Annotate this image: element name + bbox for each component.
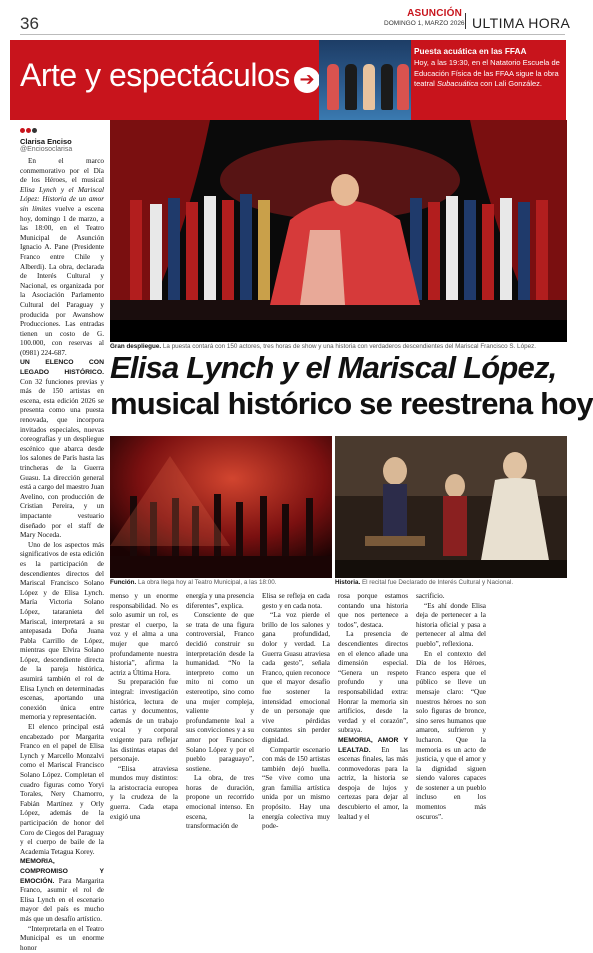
historical-scene [335, 436, 567, 578]
author-name: Clarisa Enciso [20, 137, 72, 146]
page-number: 36 [20, 14, 39, 34]
play-title: Elisa Lynch y el Mariscal López: Historia de un amor sin límites [20, 186, 104, 213]
header-rule [20, 34, 565, 35]
body-text: vuelve a escena hoy, domingo 1 de marzo, a las 18:00, en el Teatro Municipal de Asunción Ignacio A. Pane (Presidente Franco entre Chile y Alberdi). La obra, declarada de Interés Cultural y Nacional, es organizada por la Asociación Parlamento Cultural del Paraguay y producida por Awanshow Producciones. Las entradas tienen un costo de G. 100.000, con reservas al (0981) 224-687. [20, 205, 104, 357]
teaser-body-end: con Lali González. [478, 79, 542, 88]
body-text: Para Margarita Franco, asumir el rol de Elisa Lynch en el escenario mayor del país es mucho más que un desafío artístico. [20, 877, 104, 923]
teaser-text [414, 46, 564, 90]
caption-text: La puesta contará con 150 actores, tres horas de show y una historia con verdaderos descendientes del Mariscal Francisco S. López. [161, 343, 536, 350]
stage-scene [110, 120, 567, 342]
arrow-right-icon[interactable]: ➔ [294, 67, 320, 93]
page-header [0, 0, 580, 36]
stage-photo [110, 120, 567, 342]
headline-line-2: musical histórico se reestrena hoy [110, 386, 568, 422]
article-column-3 [186, 592, 254, 754]
caption-label: Historia. [335, 579, 360, 586]
body-paragraph: rosa porque estamos contando una historia que nos pertenece a todos”, destaca. [338, 592, 408, 630]
performer-figure [397, 64, 409, 110]
performance-scene [110, 436, 332, 578]
article-column-1 [20, 157, 104, 755]
masthead [384, 8, 462, 27]
body-paragraph: En el contexto del Día de los Héroes, Franco espera que el público se lleve un mensaje claro: “Que nuestros héroes no son solo figuras de bronce, sino seres humanos que amaron, sufrieron y lucharon. Que la memoria es un acto de justicia, y que el amor y la dignidad siguen siendo valores capaces de sostener a un pueblo incluso en los momentos más oscuros”. [416, 650, 486, 823]
teaser-headline: Puesta acuática en las FFAA [414, 46, 564, 56]
body-text: En el marco conmemorativo por el Día de los Héroes, el musical [20, 157, 104, 184]
caption-label: Gran despliegue. [110, 343, 161, 350]
body-paragraph: “Es ahí donde Elisa deja de pertenecer a la historia oficial y pasa a pertenecer al alma del pueblo”, reflexiona. [416, 602, 486, 650]
body-paragraph: El elenco principal está encabezado por Margarita Franco en el papel de Elisa Lynch y Marcello Monzalvi como el Mariscal Francisco Solano López. Completan el cuadro figuras como Yoryi Torales, Nery Chamorro, Fabián Martínez y Orly López, además de la participación de honor del Coro de Ciegos del Paraguay y el cuerpo de baile de la Academia Tetagua Korey. [20, 723, 104, 857]
body-paragraph: Compartir escenario con más de 150 artistas también dejó huella. “Se vive como una gran familia artística unida por un mismo propósito. Hay una energía colectiva muy pode- [262, 746, 330, 832]
body-paragraph: Su preparación fue integral: investigación histórica, lectura de cartas y documentos, además de un trabajo vocal y corporal exigente para reflejar las distintas etapas del personaje. [110, 678, 178, 764]
issue-date: DOMINGO 1, MARZO 2026 [384, 20, 462, 27]
article-column-2 [110, 592, 178, 754]
section-title: Arte y espectáculos [20, 57, 290, 94]
photo-caption-left [110, 579, 332, 587]
article-headline [110, 350, 568, 422]
article-column-4 [262, 592, 330, 754]
body-paragraph: “La voz pierde el brillo de los salones y gana profundidad, dolor y verdad. La Guerra Guasu atraviesa cada gesto”, señala Franco, quien reconoce que el mayor desafío fue sostener la intensidad emocional de un personaje que vive pérdidas constantes sin perder dignidad. [262, 611, 330, 745]
headline-line-1: Elisa Lynch y el Mariscal López, [110, 350, 568, 386]
subhead: MEMORIA, AMOR Y LEALTAD. [338, 737, 408, 754]
body-paragraph: “Elisa atraviesa mundos muy distintos: la aristocracia europea y la crudeza de la guerra. Cada etapa exigió una [110, 765, 178, 823]
caption-text: La obra llega hoy al Teatro Municipal, a las 18:00. [136, 579, 276, 586]
brand-name: ASUNCIÓN [384, 8, 462, 19]
body-paragraph: La obra, de tres horas de duración, propone un recorrido emocional intenso. En escena, la transformación de [186, 774, 254, 832]
caption-text: El recital fue Declarado de Interés Cultural y Nacional. [360, 579, 513, 586]
author-handle: @Enciosoclarisa [20, 146, 72, 153]
body-paragraph: Consciente de que se trata de una figura controversial, Franco decidió construir su interpretación desde la humanidad. “No la interpreto como un mito ni como un estereotipo, sino como una mujer compleja, valiente y profundamente leal a sus convicciones y a su amor por Francisco Solano López y por el pueblo paraguayo”, sostiene. [186, 611, 254, 774]
section-name: ULTIMA HORA [472, 15, 570, 31]
article-column-6 [416, 592, 486, 754]
teaser-body: Hoy, a las 19:30, en el Natatorio Escuela de Educación Física de las FFAA sigue la obra teatral [414, 58, 560, 88]
body-paragraph: La presencia de descendientes directos en el elenco añade una dimensión especial. “Genera un respeto profundo y una responsabilidad extra: Honrar la memoria sin artificios, desde la verdad y el corazón”, subraya. [338, 630, 408, 736]
caption-label: Función. [110, 579, 136, 586]
subhead: MEMORIA, COMPROMISO Y EMOCIÓN. [20, 858, 104, 884]
performer-figure [363, 64, 375, 110]
byline-dots [20, 128, 38, 135]
body-text: Con 32 funciones previas y más de 150 artistas en escena, esta edición 2026 se presenta como una puesta renovada, que incorpora invitados especiales, nuevas coreografías y un despliegue escénico que abarca desde los salones de París hasta las trincheras de la Guerra Guasu. La dirección general está a cargo del maestro Juan Avelino, con producción de Cristian Pereira, y un impactante vestuario diseñado por el staff de Mary Noceda. [20, 378, 104, 540]
article-column-5 [338, 592, 408, 754]
photo-caption-right [335, 579, 567, 587]
performance-photo [110, 436, 332, 578]
body-paragraph: Uno de los aspectos más significativos de esta edición es la participación de descendientes directos del Mariscal Francisco Solano López y de Elisa Lynch. María Victoria Solano López, tataranieta del Mariscal, interpretará a su antepasada Doña Juana Pabla Carrillo de López, mientras que Elvira Solano López, descendiente directa de la pareja histórica, asumirá también el rol de Elisa Lynch en determinadas escenas, aportando una conexión única entre memoria y representación. [20, 541, 104, 723]
teaser-play-title: Subacuática [437, 79, 478, 88]
teaser-photo [319, 40, 411, 120]
subhead: UN ELENCO CON LEGADO HISTÓRICO. [20, 359, 104, 376]
body-paragraph: sacrificio. [416, 592, 486, 602]
performer-figure [345, 64, 357, 110]
performer-figure [381, 64, 393, 110]
performer-figure [327, 64, 339, 110]
header-divider [465, 13, 466, 29]
body-paragraph: “Interpretarla en el Teatro Municipal es un enorme honor [20, 925, 104, 953]
body-paragraph: energía y una presencia diferentes”, explica. [186, 592, 254, 611]
body-text: En las escenas finales, las más conmovedoras para la actriz, la historia se despoja de lujos y certezas para dejar al descubierto el amor, la lealtad y el [338, 746, 408, 821]
section-banner[interactable] [10, 40, 566, 120]
body-paragraph: Elisa se refleja en cada gesto y en cada nota. [262, 592, 330, 611]
body-paragraph: menso y un enorme responsabilidad. No es solo asumir un rol, es prestar el cuerpo, la voz y el alma a una mujer que marcó profundamente nuestra historia”, afirma la actriz a Última Hora. [110, 592, 178, 678]
historical-scene-photo [335, 436, 567, 578]
